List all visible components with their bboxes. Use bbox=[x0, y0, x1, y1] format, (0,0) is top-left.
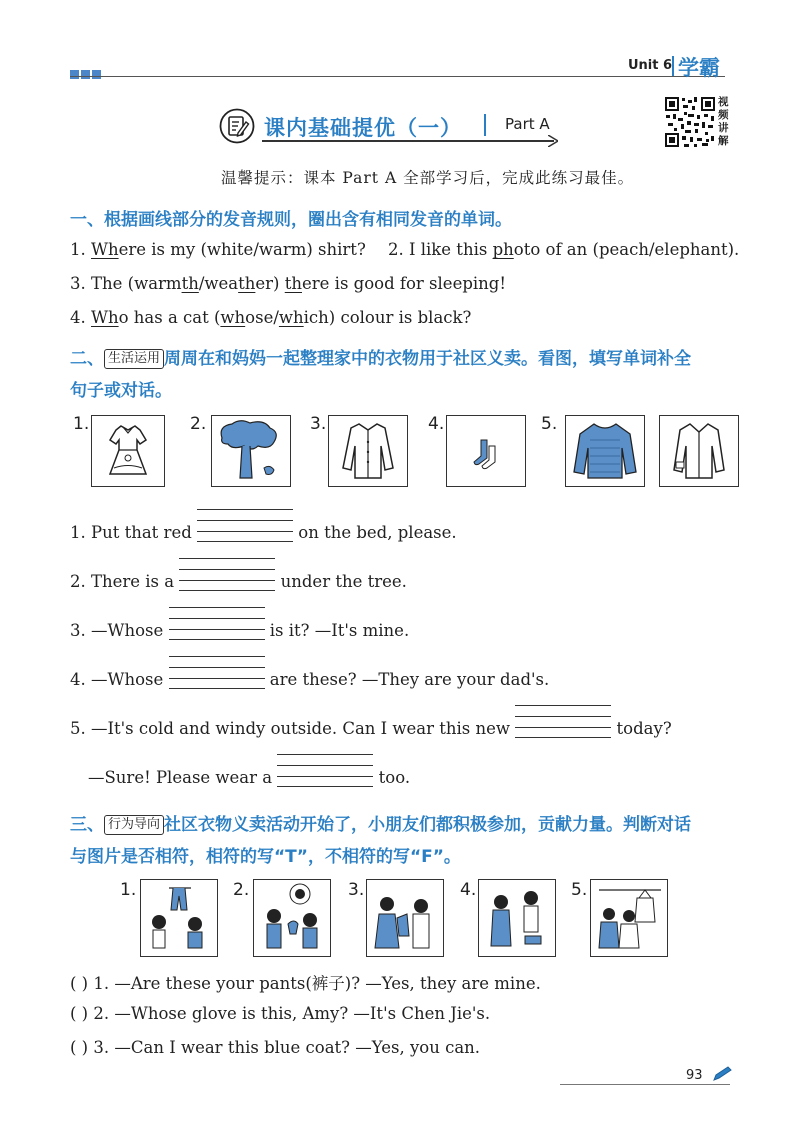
page-number: 93 bbox=[686, 1068, 703, 1083]
pic-number-2: 2. bbox=[190, 414, 207, 434]
s2-sentence-2: 2. There is a under the tree. bbox=[70, 570, 407, 591]
title-underline bbox=[262, 140, 554, 142]
title-arrow bbox=[548, 135, 558, 147]
section2-heading-line2: 句子或对话。 bbox=[70, 381, 172, 401]
tip-text: 温馨提示：课本 Part A 全部学习后，完成此练习最佳。 bbox=[221, 169, 635, 187]
judge-item-1: ( ) 1. —Are these your pants(裤子)? —Yes, they are mine. bbox=[70, 974, 541, 993]
scene-number-5: 5. bbox=[571, 880, 588, 900]
answer-blank-5b[interactable] bbox=[277, 766, 373, 786]
pic-number-3: 3. bbox=[310, 414, 327, 434]
pic-number-5: 5. bbox=[541, 414, 558, 434]
s2-sentence-4: 4. —Whose are these? —They are your dad's. bbox=[70, 668, 549, 689]
coat-picture bbox=[659, 415, 739, 487]
section3-heading-line2: 与图片是否相符，相符的写“T”，不相符的写“F”。 bbox=[70, 847, 461, 867]
scene-number-3: 3. bbox=[348, 880, 365, 900]
answer-blank-4[interactable] bbox=[169, 668, 265, 688]
unit-label: Unit 6 bbox=[628, 58, 673, 73]
title-divider bbox=[484, 114, 486, 136]
brand-divider bbox=[672, 56, 674, 76]
judge-item-3: ( ) 3. —Can I wear this blue coat? —Yes, you can. bbox=[70, 1038, 481, 1057]
answer-blank-1[interactable] bbox=[197, 521, 293, 541]
s1-question-2: 2. I like this photo of an (peach/elephant). bbox=[388, 240, 740, 259]
s1-question-3: 3. The (warmth/weather) there is good for sleeping! bbox=[70, 274, 506, 293]
pic-number-4: 4. bbox=[428, 414, 445, 434]
dress-picture bbox=[91, 415, 165, 487]
sweater-picture bbox=[565, 415, 645, 487]
s2-sentence-1: 1. Put that red on the bed, please. bbox=[70, 521, 457, 542]
shirt-picture bbox=[328, 415, 408, 487]
qr-code[interactable] bbox=[664, 96, 716, 148]
pencil-icon bbox=[712, 1066, 734, 1082]
scene-picture-3 bbox=[366, 879, 444, 957]
header-decoration bbox=[70, 64, 103, 83]
scene-number-2: 2. bbox=[233, 880, 250, 900]
scene-number-1: 1. bbox=[120, 880, 137, 900]
scene-number-4: 4. bbox=[460, 880, 477, 900]
section1-heading: 一、根据画线部分的发音规则，圈出含有相同发音的单词。 bbox=[70, 210, 512, 230]
page-title: 课内基础提优（一） bbox=[264, 116, 462, 140]
s2-sentence-3: 3. —Whose is it? —It's mine. bbox=[70, 619, 409, 640]
s2-sentence-5b: —Sure! Please wear a too. bbox=[88, 766, 410, 787]
footer-rule bbox=[560, 1084, 730, 1085]
judge-item-2: ( ) 2. —Whose glove is this, Amy? —It's Chen Jie's. bbox=[70, 1004, 491, 1023]
socks-picture bbox=[446, 415, 526, 487]
answer-paren-2[interactable]: ( ) bbox=[70, 1004, 89, 1023]
tag-life-use: 生活运用 bbox=[104, 349, 164, 369]
tree-picture bbox=[211, 415, 291, 487]
scene-picture-4 bbox=[478, 879, 556, 957]
answer-paren-1[interactable]: ( ) bbox=[70, 974, 89, 993]
s1-question-1: 1. Where is my (white/warm) shirt? bbox=[70, 240, 366, 259]
answer-blank-3[interactable] bbox=[169, 619, 265, 639]
section2-heading: 二、 生活运用 周周在和妈妈一起整理家中的衣物用于社区义卖。看图，填写单词补全 bbox=[70, 349, 692, 369]
answer-blank-2[interactable] bbox=[179, 570, 275, 590]
scene-picture-5 bbox=[590, 879, 668, 957]
part-label: Part A bbox=[505, 115, 550, 133]
scene-picture-1 bbox=[140, 879, 218, 957]
pencil-note-icon bbox=[219, 108, 255, 144]
section3-heading: 三、 行为导向 社区衣物义卖活动开始了，小朋友们都积极参加，贡献力量。判断对话 bbox=[70, 815, 692, 835]
answer-blank-5a[interactable] bbox=[515, 717, 611, 737]
qr-label: 视频讲解 bbox=[718, 96, 729, 147]
brand-logo: 学霸 bbox=[678, 56, 720, 80]
answer-paren-3[interactable]: ( ) bbox=[70, 1038, 89, 1057]
tag-behavior: 行为导向 bbox=[104, 815, 164, 835]
s1-question-4: 4. Who has a cat (whose/which) colour is black? bbox=[70, 308, 472, 327]
header-rule bbox=[70, 76, 725, 77]
scene-picture-2 bbox=[253, 879, 331, 957]
s2-sentence-5a: 5. —It's cold and windy outside. Can I wear this new today? bbox=[70, 717, 672, 738]
pic-number-1: 1. bbox=[73, 414, 90, 434]
